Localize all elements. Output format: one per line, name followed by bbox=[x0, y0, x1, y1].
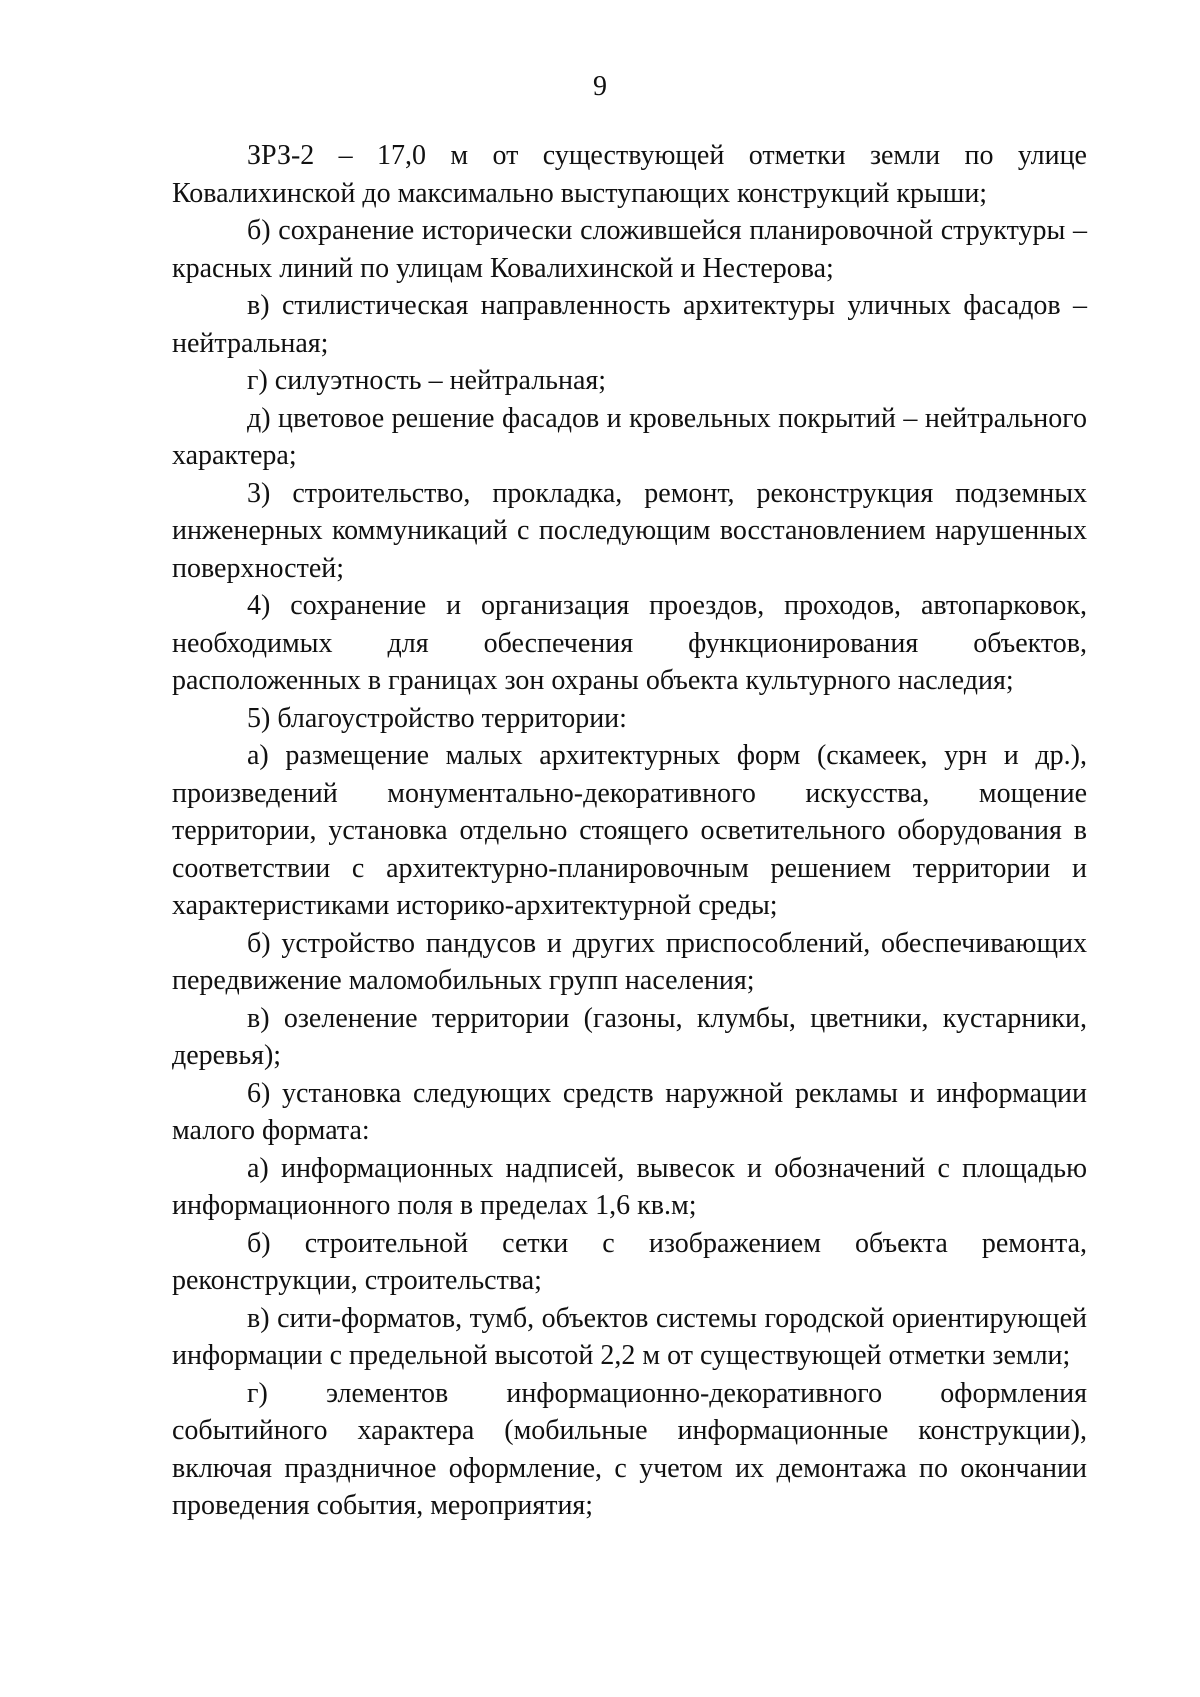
paragraph-event-decoration: г) элементов информационно-декоративного оформления событийного характера (мобильные информационные конструкции), включая праздничное оформление, с учетом их демонтажа по окончании проведения события, мероприятия; bbox=[172, 1377, 1087, 1521]
paragraph-driveways-parking: 4) сохранение и организация проездов, проходов, автопарковок, необходимых для обеспечения функционирования объектов, расположенных в границах зон охраны объекта культурного наследия; bbox=[172, 590, 1087, 696]
page-number: 9 bbox=[593, 71, 607, 102]
paragraph-advertising-heading: 6) установка следующих средств наружной рекламы и информации малого формата: bbox=[172, 1077, 1087, 1146]
paragraph-small-architectural-forms: а) размещение малых архитектурных форм (скамеек, урн и др.), произведений монументально-декоративного искусства, мощение территории, установка отдельно стоящего осветительного оборудования в соответствии с архитектурно-планировочным решением территории и характеристиками историко-архитектурной среды; bbox=[172, 740, 1087, 921]
paragraph-landscaping-heading: 5) благоустройство территории: bbox=[247, 702, 627, 734]
paragraph-ramps: б) устройство пандусов и других приспособлений, обеспечивающих передвижение маломобильных групп населения; bbox=[172, 927, 1087, 996]
paragraph-info-signs: а) информационных надписей, вывесок и обозначений с площадью информационного поля в пределах 1,6 кв.м; bbox=[172, 1152, 1087, 1221]
paragraph-greening: в) озеленение территории (газоны, клумбы, цветники, кустарники, деревья); bbox=[172, 1002, 1087, 1071]
paragraph-facade-style: в) стилистическая направленность архитектуры уличных фасадов – нейтральная; bbox=[172, 290, 1087, 359]
paragraph-planning-structure: б) сохранение исторически сложившейся планировочной структуры – красных линий по улицам Ковалихинской и Нестерова; bbox=[172, 215, 1087, 284]
paragraph-construction-mesh: б) строительной сетки с изображением объекта ремонта, реконструкции, строительства; bbox=[172, 1227, 1087, 1296]
paragraph-zrz2-height: ЗРЗ-2 – 17,0 м от существующей отметки земли по улице Ковалихинской до максимально выступающих конструкций крыши; bbox=[172, 140, 1087, 209]
paragraph-underground-utilities: 3) строительство, прокладка, ремонт, реконструкция подземных инженерных коммуникаций с последующим восстановлением нарушенных поверхностей; bbox=[172, 477, 1087, 584]
paragraph-color-solution: д) цветовое решение фасадов и кровельных покрытий – нейтрального характера; bbox=[172, 402, 1087, 471]
paragraph-silhouette: г) силуэтность – нейтральная; bbox=[247, 365, 607, 396]
document-body bbox=[172, 137, 1087, 1525]
paragraph-city-formats: в) сити-форматов, тумб, объектов системы городской ориентирующей информации с предельной высотой 2,2 м от существующей отметки земли; bbox=[172, 1302, 1087, 1371]
